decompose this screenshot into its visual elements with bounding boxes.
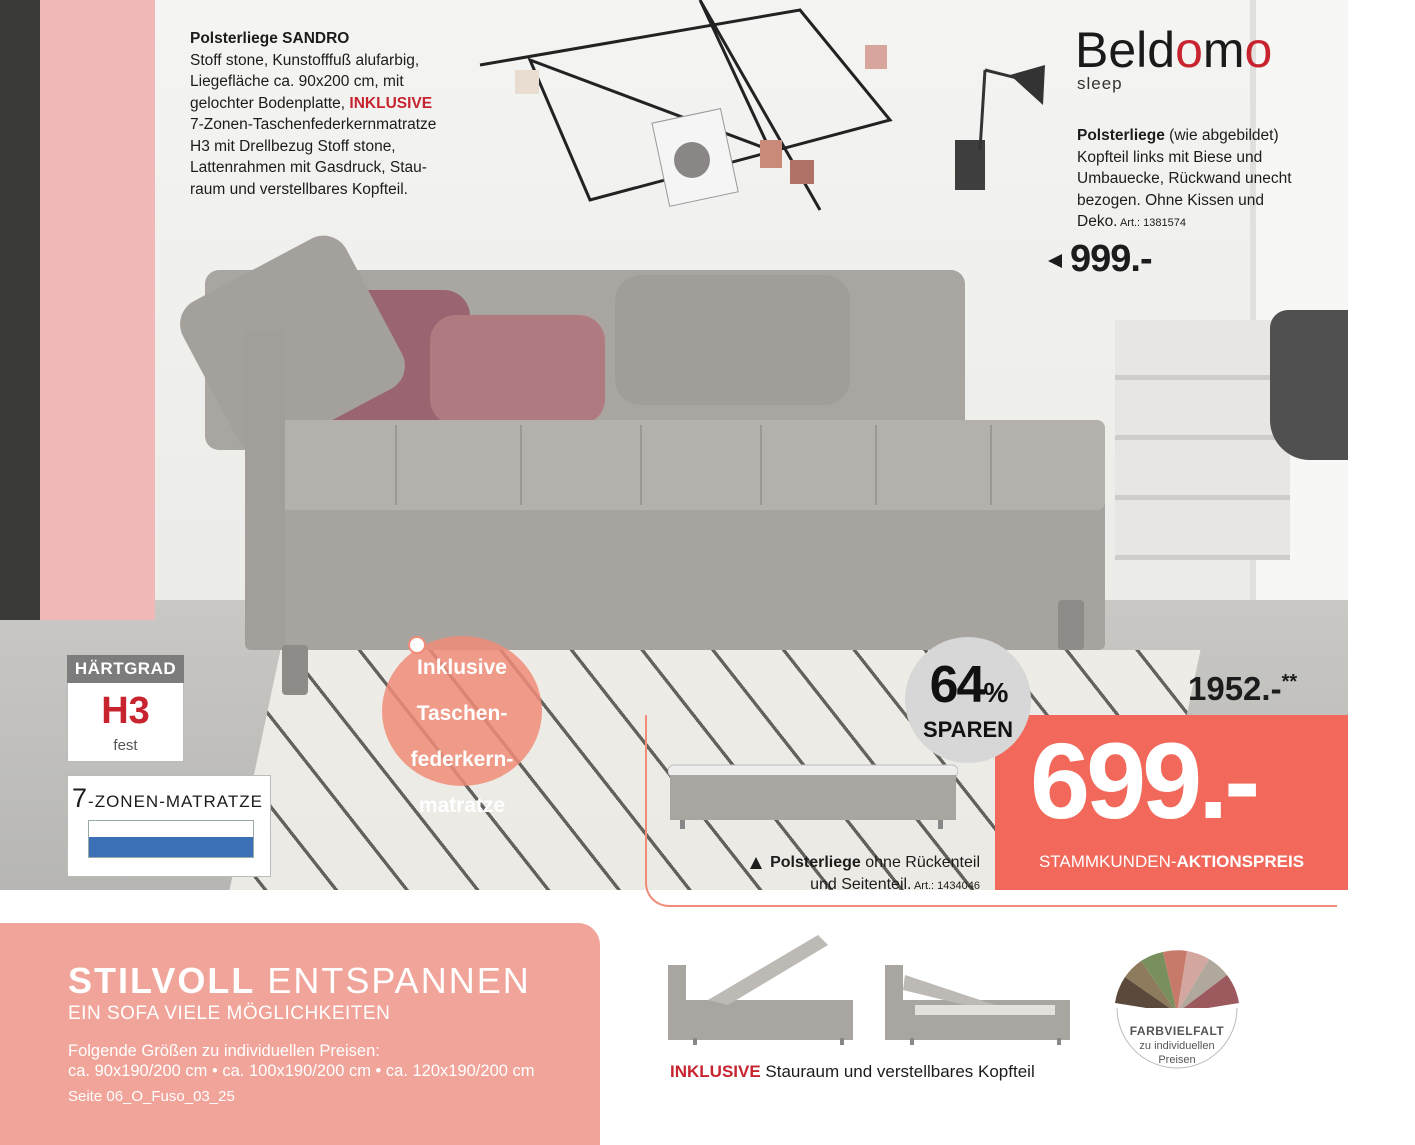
brand-text-o: o xyxy=(1175,22,1203,78)
price-label-part2: AKTIONSPREIS xyxy=(1176,852,1305,871)
desc-line: gelochter Bodenplatte, xyxy=(190,94,350,112)
alt-desc-line: bezogen. Ohne Kissen und xyxy=(1077,191,1264,209)
alt-product-name: Polsterliege xyxy=(1077,127,1165,144)
chair xyxy=(1270,310,1348,460)
caption-line2: und Seitenteil. xyxy=(810,876,912,893)
inklusive-label: INKLUSIVE xyxy=(349,94,433,112)
alt-desc-line: Umbauecke, Rückwand unecht xyxy=(1077,170,1292,187)
alt-desc-text: (wie abgebildet) xyxy=(1164,127,1279,144)
color-variety-line: Preisen xyxy=(1158,1054,1196,1066)
price: 699.- xyxy=(1030,720,1257,841)
desc-line: Lattenrahmen mit Gasdruck, Stau- xyxy=(190,159,427,176)
headline xyxy=(68,960,531,1002)
mattress-diagram xyxy=(88,820,254,858)
old-price-value: 1952.- xyxy=(1188,670,1282,707)
badge-dot xyxy=(408,636,426,654)
badge-line: matratze xyxy=(418,794,506,817)
desc-line: Stoff stone, Kunstofffuß alufarbig, xyxy=(190,51,420,69)
daybed-open-image xyxy=(668,930,853,1045)
alt-product-description xyxy=(1077,125,1342,235)
badge-line: federkern- xyxy=(410,748,514,771)
seat-seam xyxy=(520,425,522,505)
pink-wall-column xyxy=(40,0,155,620)
discount-badge xyxy=(905,637,1031,763)
sizes-title: Folgende Größen zu individuellen Preisen: xyxy=(68,1042,380,1060)
brand-text: m xyxy=(1202,22,1245,78)
alt-desc-line: Kopfteil links mit Biese und xyxy=(1077,148,1263,166)
seat-seam xyxy=(760,425,762,505)
daybed-storage-image xyxy=(885,930,1070,1045)
zone-text: -ZONEN-MATRATZE xyxy=(88,792,263,811)
brand-logo xyxy=(1075,24,1272,76)
desc-line: 7-Zonen-Taschenfederkernmatratze xyxy=(190,116,437,133)
wall-decoration xyxy=(470,0,910,230)
seat-seam xyxy=(875,425,877,505)
inklusive-badge xyxy=(382,636,542,817)
sofa-leg xyxy=(282,645,308,695)
badge-line: Inklusive xyxy=(417,656,507,679)
price-label-part1: STAMMKUNDEN- xyxy=(1038,852,1177,871)
sizes-list: ca. 90x190/200 cm • ca. 100x190/200 cm • ca. 120x190/200 cm xyxy=(68,1062,535,1080)
zone-number: 7 xyxy=(72,783,89,813)
hardness-label: HÄRTGRAD xyxy=(67,655,184,683)
daybed-image xyxy=(668,760,958,830)
caption-article: Art.: 1434046 xyxy=(911,880,980,892)
wall-lamp xyxy=(955,60,1045,190)
cushion-floral-2 xyxy=(430,315,605,425)
product-description xyxy=(190,28,490,200)
brand-text: Beld xyxy=(1075,22,1176,78)
alt-price-value: 999.- xyxy=(1070,238,1152,280)
discount-label: SPAREN xyxy=(922,717,1014,742)
seat-seam xyxy=(640,425,642,505)
sofa-seat xyxy=(265,420,1105,510)
sofa-armrest xyxy=(245,330,285,650)
badge-line: Taschen- xyxy=(416,702,508,725)
color-variety-line: zu individuellen xyxy=(1139,1040,1215,1052)
hardness-desc: fest xyxy=(113,737,138,754)
sofa-leg xyxy=(1058,600,1084,650)
brand-sub: sleep xyxy=(1077,74,1123,93)
page-reference: Seite 06_O_Fuso_03_25 xyxy=(68,1088,235,1105)
desc-line: H3 mit Drellbezug Stoff stone, xyxy=(190,137,396,155)
banner xyxy=(0,923,600,1145)
alt-article-number: Art.: 1381574 xyxy=(1117,217,1186,229)
arrow-up-icon xyxy=(750,857,762,869)
color-variety-title: FARBVIELFALT xyxy=(1129,1024,1225,1038)
desc-line: Liegefläche ca. 90x200 cm, mit xyxy=(190,73,404,90)
shelf xyxy=(0,0,40,620)
daybed-caption xyxy=(690,852,980,897)
seat-seam xyxy=(395,425,397,505)
cushion-grey xyxy=(615,275,850,405)
seat-seam xyxy=(990,425,992,505)
old-price xyxy=(1188,670,1297,708)
alt-desc-line: Deko. xyxy=(1077,213,1118,230)
caption-inklusive: INKLUSIVE xyxy=(670,1062,761,1081)
alt-price xyxy=(1048,238,1152,281)
subheadline: EIN SOFA VIELE MÖGLICHKEITEN xyxy=(68,1003,391,1024)
storage-boxes xyxy=(1115,320,1290,560)
headline-bold: STILVOLL xyxy=(68,960,256,1001)
caption-name: Polsterliege xyxy=(770,854,861,871)
zone-title xyxy=(72,783,264,814)
product-name: Polsterliege SANDRO xyxy=(190,30,350,47)
brand-text-o: o xyxy=(1244,22,1273,78)
old-price-mark: ** xyxy=(1281,671,1298,693)
bottom-caption xyxy=(670,1062,1035,1082)
caption-text: ohne Rückenteil xyxy=(860,854,980,871)
headline-rest: ENTSPANNEN xyxy=(255,960,531,1001)
desc-line: raum und verstellbares Kopfteil. xyxy=(190,180,408,198)
discount-percent: 64 xyxy=(929,656,984,714)
arrow-left-icon xyxy=(1048,254,1062,268)
hardness-value: H3 xyxy=(101,690,150,732)
price-label xyxy=(995,852,1348,872)
caption-text: Stauraum und verstellbares Kopfteil xyxy=(760,1062,1035,1081)
discount-sign: % xyxy=(983,677,1007,708)
color-variety-text xyxy=(1112,1024,1242,1067)
